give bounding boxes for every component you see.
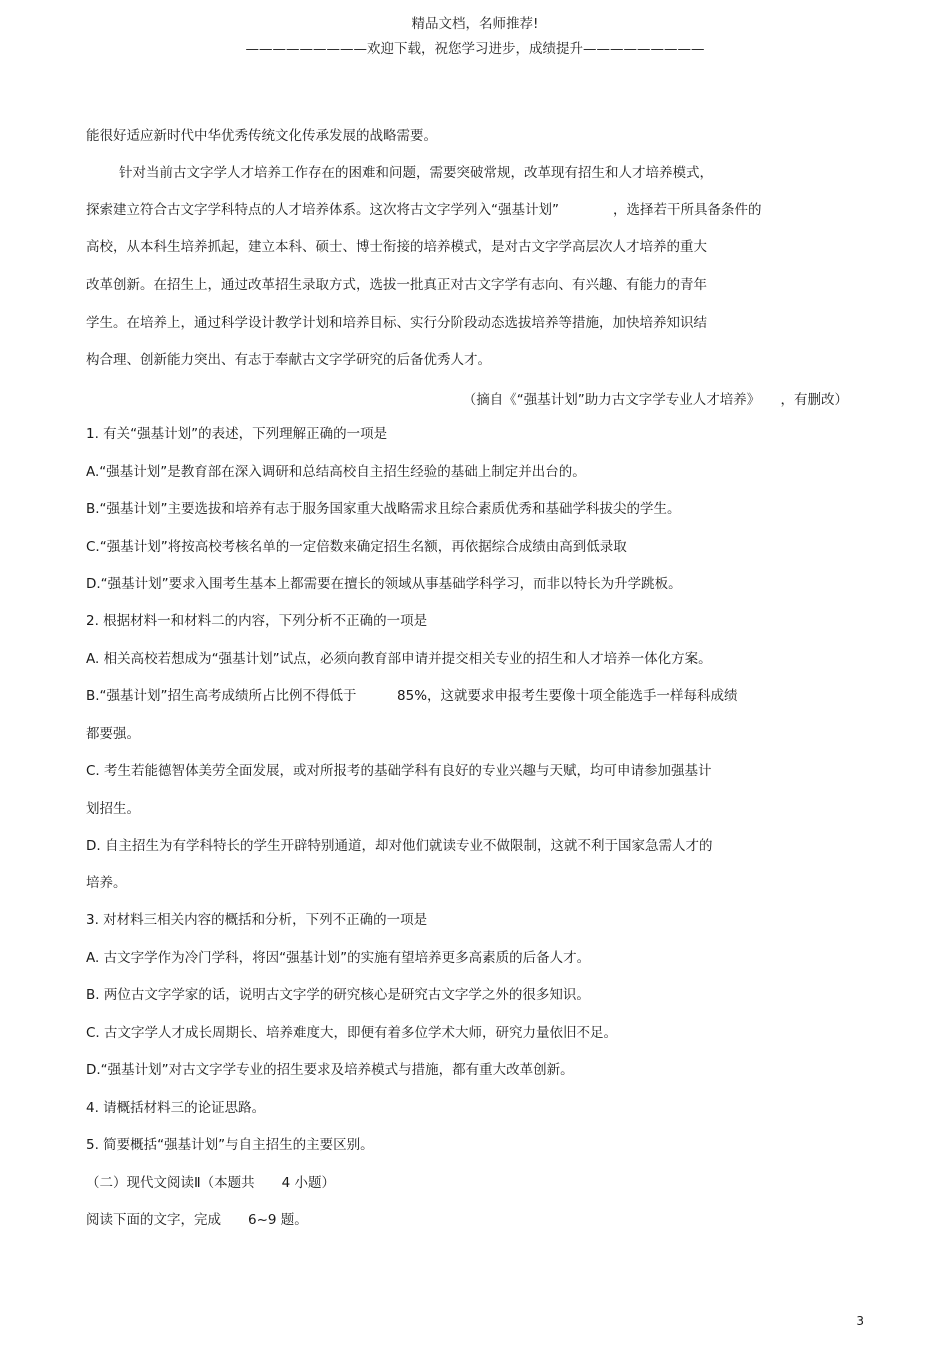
question-line: 2. 根据材料一和材料二的内容，下列分析不正确的一项是 xyxy=(86,613,428,629)
body-line: 探索建立符合古文字学科特点的人才培养体系。这次将古文字学列入“强基计划” ，选择若干所具备条件的 xyxy=(86,202,762,218)
question-line: 4. 请概括材料三的论证思路。 xyxy=(86,1100,266,1116)
option-line: A.“强基计划”是教育部在深入调研和总结高校自主招生经验的基础上制定并出台的。 xyxy=(86,464,586,480)
option-line: 培养。 xyxy=(86,875,127,891)
option-line: C.“强基计划”将按高校考核名单的一定倍数来确定招生名额，再依据综合成绩由高到低录取 xyxy=(86,539,627,555)
option-line: C. 考生若能德智体美劳全面发展，或对所报考的基础学科有良好的专业兴趣与天赋，均可申请参加强基计 xyxy=(86,763,712,779)
option-line: A. 相关高校若想成为“强基计划”试点，必须向教育部申请并提交相关专业的招生和人才培养一体化方案。 xyxy=(86,651,712,667)
source-citation: （摘自《“强基计划”助力古文字学专业人才培养》 ，有删改） xyxy=(462,392,848,408)
header-line-2: —————————欢迎下载，祝您学习进步，成绩提升————————— xyxy=(245,41,705,57)
page-number: 3 xyxy=(856,1314,864,1328)
instruction-line: 阅读下面的文字，完成 6~9 题。 xyxy=(86,1212,308,1228)
body-line: 能很好适应新时代中华优秀传统文化传承发展的战略需要。 xyxy=(86,128,437,144)
option-line: D.“强基计划”要求入围考生基本上都需要在擅长的领域从事基础学科学习，而非以特长为升学跳板。 xyxy=(86,576,682,592)
option-line: B.“强基计划”招生高考成绩所占比例不得低于 85%，这就要求申报考生要像十项全能选手一样每科成绩 xyxy=(86,688,738,704)
option-line: C. 古文字学人才成长周期长、培养难度大，即便有着多位学术大师，研究力量依旧不足。 xyxy=(86,1025,618,1041)
option-line: B. 两位古文字学家的话，说明古文字学的研究核心是研究古文字学之外的很多知识。 xyxy=(86,987,590,1003)
body-line: 学生。在培养上，通过科学设计教学计划和培养目标、实行分阶段动态选拔培养等措施，加快培养知识结 xyxy=(86,315,707,331)
option-line: D. 自主招生为有学科特长的学生开辟特别通道，却对他们就读专业不做限制，这就不利于国家急需人才的 xyxy=(86,838,713,854)
body-line: 构合理、创新能力突出、有志于奉献古文字学研究的后备优秀人才。 xyxy=(86,352,491,368)
option-line: 划招生。 xyxy=(86,801,140,817)
question-line: 1. 有关“强基计划”的表述，下列理解正确的一项是 xyxy=(86,426,388,442)
header-line-1: 精品文档，名师推荐! xyxy=(411,16,539,32)
option-line: A. 古文字学作为冷门学科，将因“强基计划”的实施有望培养更多高素质的后备人才。 xyxy=(86,950,591,966)
section-heading: （二）现代文阅读Ⅱ（本题共 4 小题） xyxy=(86,1175,336,1191)
body-line: 针对当前古文字学人才培养工作存在的困难和问题，需要突破常规，改革现有招生和人才培养模式， xyxy=(119,165,713,181)
body-line: 改革创新。在招生上，通过改革招生录取方式，选拔一批真正对古文字学有志向、有兴趣、有能力的青年 xyxy=(86,277,707,293)
body-line: 高校，从本科生培养抓起，建立本科、硕士、博士衔接的培养模式，是对古文字学高层次人才培养的重大 xyxy=(86,239,707,255)
option-line: D.“强基计划”对古文字学专业的招生要求及培养模式与措施，都有重大改革创新。 xyxy=(86,1062,574,1078)
option-line: B.“强基计划”主要选拔和培养有志于服务国家重大战略需求且综合素质优秀和基础学科拔尖的学生。 xyxy=(86,501,681,517)
question-line: 5. 简要概括“强基计划”与自主招生的主要区别。 xyxy=(86,1137,374,1153)
option-line: 都要强。 xyxy=(86,726,140,742)
question-line: 3. 对材料三相关内容的概括和分析，下列不正确的一项是 xyxy=(86,912,428,928)
